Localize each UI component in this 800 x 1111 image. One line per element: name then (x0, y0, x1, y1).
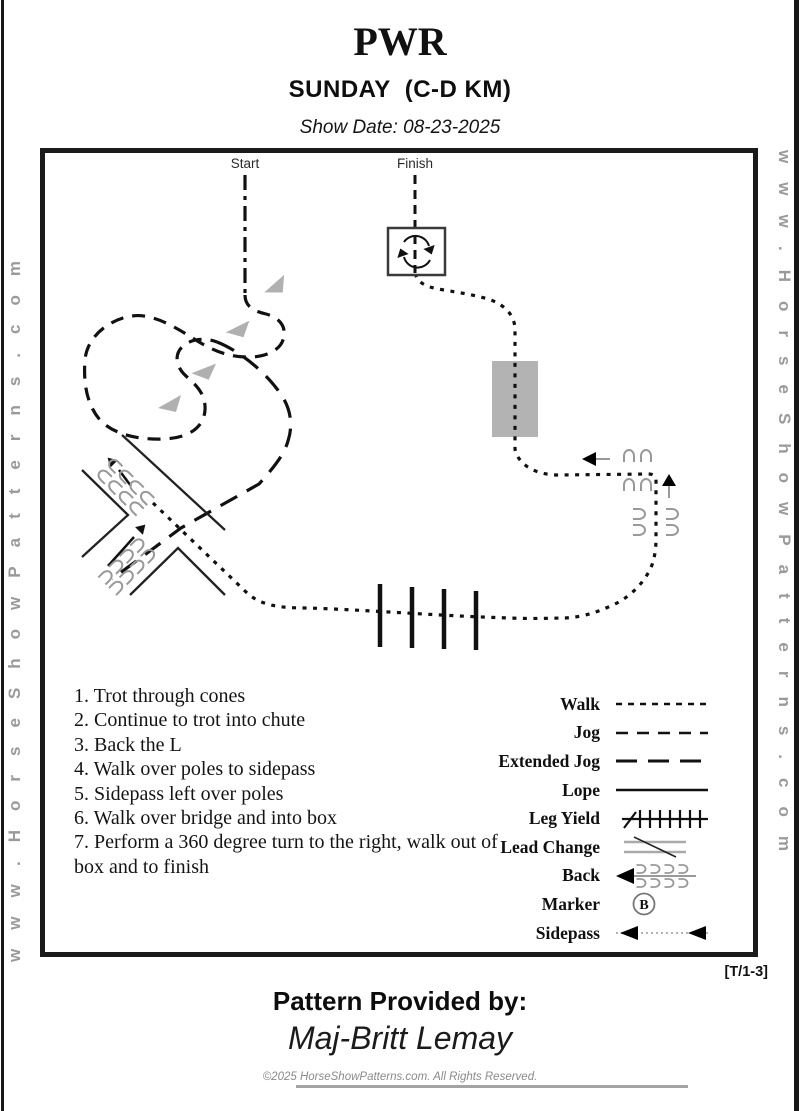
sidepass-corner (582, 450, 678, 535)
legend-row-back (440, 862, 720, 891)
scan-artifact-line (296, 1085, 688, 1088)
back-maneuver-upper (96, 454, 154, 516)
show-date: Show Date: 08-23-2025 (299, 117, 501, 138)
legend-symbol-marker (614, 892, 712, 916)
instruction-item: 6. Walk over bridge and into box (74, 807, 337, 830)
instruction-item: 7. Perform a 360 degree turn to the right, walk out of box and to finish (74, 831, 498, 878)
legend-row-lead-change (440, 833, 720, 862)
page-title: PWR (353, 19, 447, 64)
legend (440, 690, 720, 947)
sidepass-left-arrow (582, 452, 596, 466)
legend-row-lope (440, 776, 720, 805)
legend-row-marker (440, 890, 720, 919)
back-maneuver-lower (98, 521, 156, 595)
instruction-item: 5. Sidepass left over poles (74, 782, 284, 805)
page-edge-right (794, 0, 799, 1111)
marker-letter: B (639, 898, 649, 914)
walk-path (153, 275, 656, 618)
direction-up-arrow (662, 474, 676, 486)
watermark-right: www.HorseShowPatterns.com (775, 150, 794, 870)
back-left-arrow-icon (616, 868, 634, 884)
legend-label-lope: Lope (562, 779, 600, 800)
start-label: Start (230, 156, 260, 171)
hoofprints-upper (96, 458, 154, 516)
instruction-item: 3. Back the L (74, 733, 182, 756)
legend-label-jog: Jog (573, 722, 600, 743)
provider-name: Maj-Britt Lemay (287, 1020, 513, 1056)
watermark-left: www.HorseShowPatterns.com (5, 242, 24, 962)
legend-label-lead-change: Lead Change (500, 836, 600, 857)
trot-into-chute-path (112, 342, 291, 579)
page-edge-left (1, 0, 4, 1111)
pattern-code: [T/1-3] (724, 964, 768, 980)
instruction-item: 2. Continue to trot into chute (74, 709, 306, 732)
legend-symbol-walk-line (614, 692, 712, 716)
legend-label-extended-jog: Extended Jog (498, 750, 600, 771)
finish-label: Finish (396, 156, 434, 171)
legend-label-back: Back (562, 865, 600, 886)
instruction-item: 4. Walk over poles to sidepass (74, 758, 316, 781)
legend-symbol-sidepass (614, 921, 712, 945)
sidepass-arrow-icon-2 (688, 926, 706, 940)
turn-box (388, 228, 445, 275)
cone-1 (262, 275, 288, 296)
legend-label-sidepass: Sidepass (535, 922, 600, 943)
legend-row-leg-yield (440, 804, 720, 833)
provided-by-label: Pattern Provided by: (272, 986, 528, 1016)
cone-4 (158, 395, 181, 412)
legend-symbol-back (614, 864, 712, 888)
legend-symbol-lead-change (614, 835, 712, 859)
chute-rail-bottom (130, 548, 225, 595)
legend-label-walk: Walk (560, 693, 600, 714)
copyright-line: ©2025 HorseShowPatterns.com. All Rights Reserved. (262, 1071, 538, 1083)
legend-row-sidepass (440, 919, 720, 948)
back-arrow-lower (135, 521, 149, 535)
legend-label-leg-yield: Leg Yield (528, 808, 600, 829)
legend-symbol-leg-yield (614, 807, 712, 831)
legend-symbol-lope-line (614, 778, 712, 802)
legend-row-walk (440, 690, 720, 719)
legend-row-jog (440, 719, 720, 748)
instruction-item: 1. Trot through cones (74, 685, 246, 707)
cone-3 (191, 360, 216, 380)
legend-label-marker: Marker (541, 893, 600, 914)
sidepass-arrow-icon-1 (620, 926, 638, 940)
legend-symbol-jog-line (614, 721, 712, 745)
page-subtitle: SUNDAY (C-D KM) (288, 76, 512, 103)
cone-2 (226, 319, 250, 337)
legend-row-extended-jog (440, 747, 720, 776)
legend-symbol-extended-jog-line (614, 749, 712, 773)
